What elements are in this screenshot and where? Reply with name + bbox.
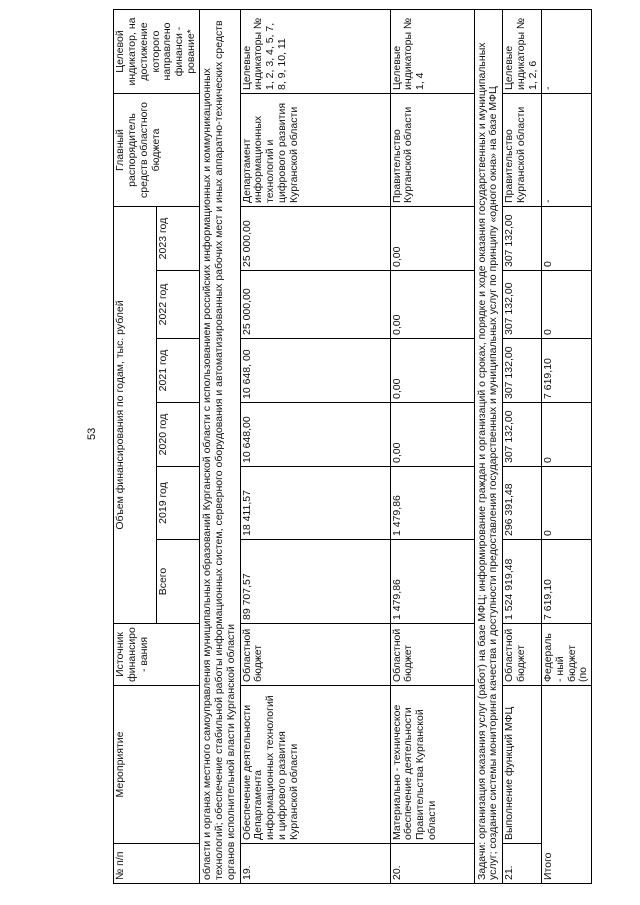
row-source: Областной бюджет bbox=[240, 624, 390, 686]
row-measure: Материально - техническое обеспечение деятельности Правительства Курганской области bbox=[390, 686, 474, 844]
row-total: 1 479,86 bbox=[390, 540, 474, 624]
total-2019: 0 bbox=[541, 467, 591, 540]
header-year: 2022 год bbox=[157, 271, 200, 339]
funding-table bbox=[113, 9, 592, 884]
row-manager: Департамент информационных технологий и цифрового развития Курганской области bbox=[240, 94, 390, 207]
total-2021: 7 619,10 bbox=[541, 339, 591, 403]
row-2023: 307 132,00 bbox=[503, 207, 542, 271]
table-row bbox=[390, 10, 474, 884]
row-2022: 307 132,00 bbox=[503, 271, 542, 339]
row-measure: Выполнение функций МФЦ bbox=[503, 686, 542, 844]
header-year: 2019 год bbox=[157, 467, 200, 540]
task-text: Задачи: организация оказания услуг (работ) на базе МФЦ; информирование граждан и организаций о сроках, порядке и ходе оказания государственных и муниципальных услуг; создание системы мониторинга качества и доступности предоставления государственных и муниципальных услуг по принципу «одного окна» на базе МФЦ bbox=[474, 10, 503, 884]
row-2021: 10 648, 00 bbox=[240, 339, 390, 403]
total-2022: 0 bbox=[541, 271, 591, 339]
total-row bbox=[541, 10, 591, 884]
row-2019: 296 391,48 bbox=[503, 467, 542, 540]
row-2019: 1 479,86 bbox=[390, 467, 474, 540]
total-source: Федераль - ный бюджет (по bbox=[541, 624, 591, 686]
row-2023: 25 000,00 bbox=[240, 207, 390, 271]
row-2023: 0,00 bbox=[390, 207, 474, 271]
intro-text: области и органах местного самоуправления муниципальных образований Курганской области с использованием российских информационных и коммуникационных технологий; обеспечение стабильной работы информационных систем, серверного оборудования и автоматизированных рабочих мест и иных аппаратно-технических средств органов исполнительной власти Курганской области bbox=[200, 10, 241, 884]
header-measure: Мероприятие bbox=[114, 686, 200, 844]
intro-row bbox=[200, 10, 241, 884]
row-total: 89 707,57 bbox=[240, 540, 390, 624]
row-indicator: Целевые индикаторы № 1, 2, 3, 4, 5, 7, 8, 9, 10, 11 bbox=[240, 10, 390, 94]
header-manager: Главный распорядитель средств областного бюджета bbox=[114, 94, 200, 207]
header-row bbox=[114, 10, 157, 884]
page-number: 53 bbox=[86, 427, 98, 440]
row-num: 21. bbox=[503, 844, 542, 884]
row-total: 1 524 919,48 bbox=[503, 540, 542, 624]
row-num: 20. bbox=[390, 844, 474, 884]
header-source: Источник финансиро - вания bbox=[114, 624, 200, 686]
row-num: 19. bbox=[240, 844, 390, 884]
table-row bbox=[240, 10, 390, 884]
total-2023: 0 bbox=[541, 207, 591, 271]
row-manager: Правительство Курганской области bbox=[503, 94, 542, 207]
rotated-page-content bbox=[113, 10, 590, 884]
total-total: 7 619,10 bbox=[541, 540, 591, 624]
header-year: 2023 год bbox=[157, 207, 200, 271]
row-2020: 10 648,00 bbox=[240, 403, 390, 467]
header-year: 2020 год bbox=[157, 403, 200, 467]
total-label: Итого bbox=[541, 686, 591, 884]
row-2021: 307 132,00 bbox=[503, 339, 542, 403]
row-2020: 307 132,00 bbox=[503, 403, 542, 467]
row-indicator: Целевые индикаторы № 1, 2, 6 bbox=[503, 10, 542, 94]
row-2019: 18 411,57 bbox=[240, 467, 390, 540]
total-indicator: - bbox=[541, 10, 591, 94]
row-2022: 25 000,00 bbox=[240, 271, 390, 339]
row-indicator: Целевые индикаторы № 1, 4 bbox=[390, 10, 474, 94]
header-total: Всего bbox=[157, 540, 200, 624]
table-row bbox=[503, 10, 542, 884]
row-2020: 0,00 bbox=[390, 403, 474, 467]
total-2020: 0 bbox=[541, 403, 591, 467]
total-manager: - bbox=[541, 94, 591, 207]
header-year: 2021 год bbox=[157, 339, 200, 403]
row-2022: 0,00 bbox=[390, 271, 474, 339]
header-funding-group: Объем финансирования по годам, тыс. рублей bbox=[114, 207, 157, 624]
row-source: Областной бюджет bbox=[390, 624, 474, 686]
row-measure: Обеспечение деятельности Департамента информационных технологий и цифрового развития Курганской области bbox=[240, 686, 390, 844]
header-num: № п/п bbox=[114, 844, 200, 884]
row-source: Областной бюджет bbox=[503, 624, 542, 686]
task-row bbox=[474, 10, 503, 884]
row-manager: Правительство Курганской области bbox=[390, 94, 474, 207]
header-indicator: Целевой индикатор, на достижение которого направлено финанси - рование* bbox=[114, 10, 200, 94]
row-2021: 0,00 bbox=[390, 339, 474, 403]
